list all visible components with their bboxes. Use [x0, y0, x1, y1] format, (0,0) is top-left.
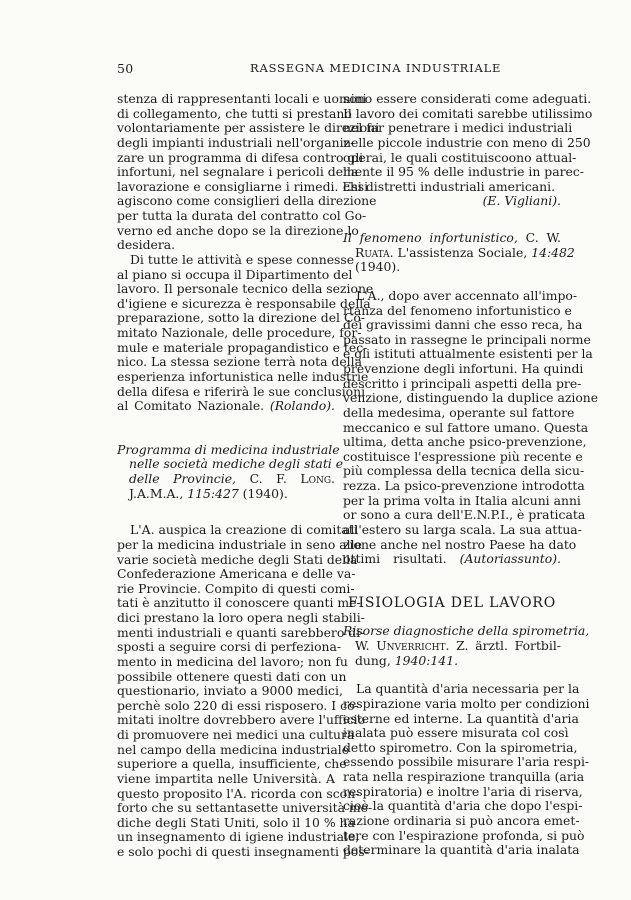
article-citation	[343, 639, 561, 654]
page-number: 50	[117, 61, 134, 76]
text-line: nel campo della medicina industriale	[117, 741, 350, 757]
text-line: nelle piccole industrie con meno di 250	[343, 134, 591, 150]
signature: (Rolando).	[269, 398, 335, 414]
text-line	[343, 552, 561, 567]
text-line: degli impianti industriali nell'organiz-	[117, 134, 355, 150]
text-line: e solo pochi di questi insegnamenti pos-	[117, 844, 369, 859]
text-line: volontariamente per assistere le direzioni	[117, 120, 380, 136]
text-line: zare un programma di difesa contro gli	[117, 149, 364, 165]
text-line: mitato Nazionale, delle procedure, for-	[117, 325, 362, 340]
text-line: forto che su settantasette università me-	[117, 800, 373, 816]
text-line: al piano si occupa il Dipartimento del	[117, 266, 353, 282]
text-line: razione ordinaria si può ancora emet-	[343, 812, 580, 828]
text-line: esperienza infortunistica nelle industrie	[117, 368, 369, 384]
text-line: inalata può essere misurata col così	[343, 725, 569, 741]
text-line: più complessa della tecnica della sicu-	[343, 463, 585, 479]
author: C. F. Long.	[249, 471, 335, 486]
text-line: La quantità d'aria necessaria per la	[356, 681, 580, 697]
text-line: lavorazione e consigliarne i rimedi. Essi	[117, 178, 369, 194]
text-line: e gli istituti attualmente esistenti per la	[343, 346, 593, 362]
text-line: detto spirometro. Con la spirometria,	[343, 739, 578, 755]
text-line: viene impartita nelle Università. A	[117, 770, 335, 786]
text-line: all'estero su larga scala. La sua attua-	[343, 521, 582, 537]
author: Ruata.	[355, 244, 394, 260]
text-line: prevenzione degli infortuni. Ha quindi	[343, 361, 584, 376]
text-line: agiscono come consiglieri della direzione	[117, 193, 377, 209]
text-line: L'A. auspica la creazione di comitati	[130, 522, 358, 538]
article-title: Programma di medicina industriale	[117, 441, 340, 457]
text-line: cioè la quantità d'aria che dopo l'espi-	[343, 798, 583, 814]
text-line: della medesima, operante sul fattore	[343, 404, 575, 420]
text-line: essendo possibile misurare l'aria respi-	[343, 754, 590, 770]
text-line: rata nella respirazione tranquilla (aria	[343, 769, 585, 784]
paragraph	[117, 251, 374, 414]
text-line: mento in medicina del lavoro; non fu	[117, 653, 348, 669]
text-line: mule e materiale propagandistico e tec-	[117, 339, 368, 355]
journal: Z. ärztl. Fortbil-	[456, 638, 561, 653]
text-line: stenza di rappresentanti locali e uomini	[117, 91, 367, 106]
volume-ref: 14:482	[531, 244, 575, 260]
article-heading	[117, 441, 344, 502]
text-line: venzione, distinguendo la duplice azione	[343, 390, 599, 406]
text-line: rie Provincie. Compito di questi comi-	[117, 580, 355, 596]
text-line: d'igiene e sicurezza è responsabile della	[117, 295, 371, 311]
author: W. Unverricht.	[355, 638, 450, 653]
text-line: nel far penetrare i medici industriali	[343, 120, 573, 136]
text-line: chi distretti industriali americani.	[343, 178, 556, 194]
page-header	[0, 61, 631, 75]
article-title: nelle società mediche degli stati e	[129, 456, 344, 472]
article-title: Il fenomeno infortunistico,	[343, 230, 518, 245]
journal: J.A.M.A.,	[129, 485, 184, 501]
paragraph	[117, 91, 380, 253]
text-line: varie società mediche degli Stati della	[117, 551, 358, 567]
signature: (E. Vigliani).	[482, 193, 561, 209]
text-line: respiratoria) e inoltre l'aria di riserva,	[343, 783, 583, 799]
article-citation	[343, 231, 561, 246]
text-line: mitati inoltre dovrebbero avere l'ufficio	[117, 712, 366, 728]
text-fragment: al Comitato Nazionale.	[117, 398, 265, 414]
text-line: respirazione varia molto per condizioni	[343, 695, 590, 711]
text-line: dici prestano la loro opera negli stabili-	[117, 610, 365, 625]
text-line: un insegnamento di igiene industriale,	[117, 829, 360, 845]
running-head: RASSEGNA MEDICINA INDUSTRIALE	[250, 61, 502, 75]
text-line: esterne ed interne. La quantità d'aria	[343, 710, 579, 726]
text-line: per tutta la durata del contratto col Go-	[117, 208, 367, 223]
text-line: descritto i principali aspetti della pre-	[343, 375, 582, 391]
text-line: questo proposito l'A. ricorda con scon-	[117, 785, 360, 801]
text-line: per la medicina industriale in seno alle	[117, 536, 362, 552]
volume-ref: 1940:141.	[394, 652, 459, 668]
text-line: infortuni, nel segnalare i pericoli della	[117, 164, 359, 180]
article-title: Risorse diagnostiche della spirometria,	[343, 623, 590, 639]
text-line: per la prima volta in Italia alcuni anni	[343, 492, 581, 508]
article-citation	[343, 244, 575, 261]
author: C. W.	[525, 230, 561, 245]
text-line: sono essere considerati come adeguati.	[343, 91, 592, 106]
article-citation	[117, 487, 335, 502]
text-line: costituisce l'espressione più recente e	[343, 448, 583, 464]
text-line: L'A., dopo aver accennato all'impo-	[356, 287, 578, 303]
text-line: menti industriali e quanti sarebbero di-	[117, 624, 365, 640]
text-line: possibile ottenere questi dati con un	[117, 668, 347, 684]
text-line: or sono a cura dell'E.N.P.I., è praticata	[343, 507, 586, 523]
text-line: rezza. La psico-prevenzione introdotta	[343, 478, 585, 493]
text-line: di collegamento, che tutti si prestano	[117, 105, 352, 121]
text-line: tere con l'espirazione profonda, si può	[343, 827, 585, 843]
year: (1940).	[242, 485, 288, 501]
text-line: diche degli Stati Uniti, solo il 10 % ha	[117, 814, 355, 830]
text-line: desidera.	[117, 237, 176, 253]
text-line: nico. La stessa sezione terrà nota della	[117, 354, 362, 370]
right-column	[343, 91, 599, 858]
section-title: FISIOLOGIA DEL LAVORO	[348, 594, 556, 611]
text-line: perchè solo 220 di essi risposero. I co-	[117, 697, 359, 713]
text-line: superiore a quella, insufficiente, che	[117, 756, 347, 772]
article-citation	[343, 654, 561, 669]
article-heading	[343, 623, 590, 668]
text-line: della difesa e riferirà le sue conclusioni	[117, 383, 366, 399]
text-line: verno ed anche dopo se la direzione lo	[117, 222, 359, 238]
article-title: delle Provincie,	[129, 471, 236, 486]
text-line: ultima, detta anche psico-prevenzione,	[343, 434, 587, 450]
paragraph	[343, 91, 593, 209]
journal: dung,	[355, 652, 391, 668]
text-line: sposti a seguire corsi di perfeziona-	[117, 639, 342, 655]
text-line: tati è anzitutto il conoscere quanti me-	[117, 595, 361, 611]
text-line: determinare la quantità d'aria inalata	[343, 842, 580, 858]
text-line: questionario, inviato a 9000 medici,	[117, 683, 343, 699]
text-fragment: ottimi risultati.	[343, 551, 447, 567]
text-line: rtanza del fenomeno infortunistico e	[343, 302, 572, 318]
paragraph	[343, 287, 599, 567]
text-line: preparazione, sotto la direzione del Co-	[117, 310, 366, 326]
text-line: Di tutte le attività e spese connesse	[130, 251, 355, 267]
article-heading	[343, 230, 575, 275]
signature: (Autoriassunto).	[459, 551, 561, 567]
text-line: operai, le quali costituiscoono attual-	[343, 149, 577, 165]
text-line: Il lavoro dei comitati sarebbe utilissimo	[343, 105, 593, 121]
text-line: mente il 95 % delle industrie in parec-	[343, 164, 584, 180]
article-citation	[117, 472, 335, 487]
text-line: di promuovere nei medici una cultura	[117, 727, 355, 742]
year: (1940).	[355, 259, 401, 275]
text-line: zione anche nel nostro Paese ha dato	[343, 536, 577, 552]
text-line: Confederazione Americana e delle va-	[117, 566, 356, 582]
text-line: meccanico e sul fattore umano. Questa	[343, 419, 589, 435]
paragraph	[343, 681, 590, 858]
text-line: lavoro. Il personale tecnico della sezione	[117, 281, 374, 297]
text-line: dei gravissimi danni che esso reca, ha	[343, 317, 583, 333]
volume-ref: 115:427	[187, 485, 239, 501]
journal: L'assistenza Sociale,	[397, 244, 528, 260]
text-line: passato in rassegne le principali norme	[343, 331, 591, 347]
text-line	[117, 399, 335, 414]
